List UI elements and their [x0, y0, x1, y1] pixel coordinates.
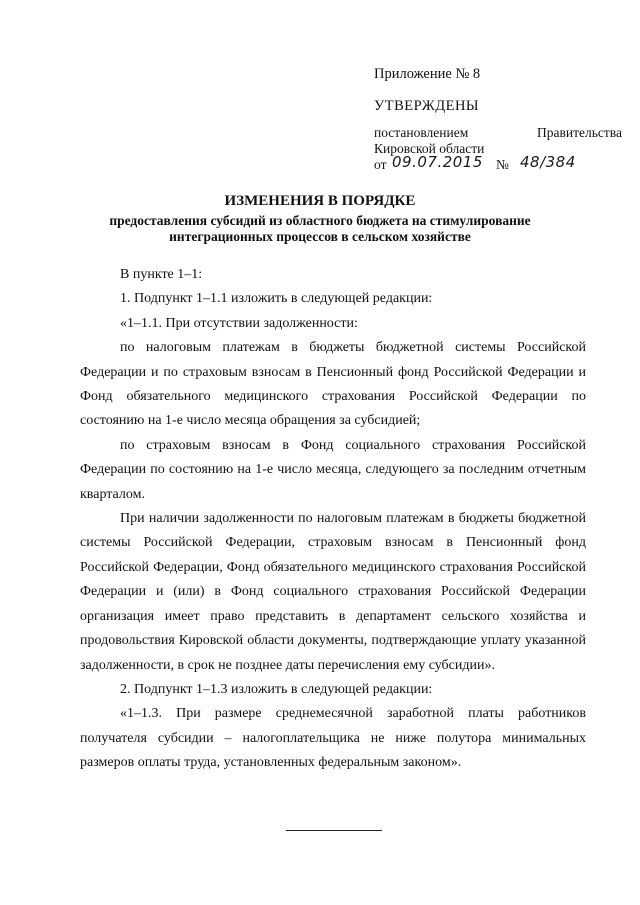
date-prefix: от — [374, 157, 387, 172]
resolution-line-1 — [374, 125, 622, 141]
resolution-word: постановлением — [374, 125, 469, 140]
region-name: Кировской области — [374, 141, 485, 156]
paragraph: 2. Подпункт 1–1.3 изложить в следующей редакции: — [120, 681, 433, 697]
government-word: Правительства — [537, 125, 622, 140]
appendix-label: Приложение № 8 — [374, 66, 481, 82]
paragraph: При наличии задолженности по налоговым платежам в бюджеты бюджетной системы Российской Федерации, страховым взносам в Пенсионный фонд Российской Федерации, Фонд обязательного медицинского страхования Российской Федерации и (или) в Фонд социального страхования Российской Федерации организация имеет право представить в департамент сельского хозяйства и продовольствия Кировской области документы, подтверждающие уплату указанной задолженности, в срок не позднее даты перечисления ему субсидии». — [80, 511, 586, 673]
paragraph: «1–1.1. При отсутствии задолженности: — [120, 315, 358, 331]
number-label: № — [496, 157, 509, 172]
document-title: ИЗМЕНЕНИЯ В ПОРЯДКЕ — [224, 193, 416, 209]
handwritten-date: 09.07.2015 — [392, 153, 483, 171]
paragraph: 1. Подпункт 1–1.1 изложить в следующей редакции: — [120, 291, 433, 307]
paragraph: по налоговым платежам в бюджеты бюджетной системы Российской Федерации и по страховым взносам в Пенсионный фонд Российской Федерации и Фонд обязательного медицинского страхования Российской Федерации по состоянию на 1-е число месяца обращения за субсидией; — [80, 340, 586, 429]
date-number-line — [374, 153, 622, 175]
resolution-block — [374, 125, 622, 175]
paragraph: по страховым взносам в Фонд социального страхования Российской Федерации по состоянию на 1-е число месяца, следующего за последним отчетным кварталом. — [80, 437, 586, 502]
approved-label: УТВЕРЖДЕНЫ — [374, 98, 480, 114]
document-subtitle-line-2: интеграционных процессов в сельском хозяйстве — [169, 229, 471, 244]
paragraph: В пункте 1–1: — [120, 267, 203, 282]
handwritten-number: 48/384 — [520, 153, 576, 171]
document-subtitle-line-1: предоставления субсидий из областного бюджета на стимулирование — [109, 213, 531, 228]
paragraph: «1–1.3. При размере среднемесячной заработной платы работников получателя субсидии – налогоплательщика не ниже полутора минимальных размеров оплаты труда, установленных федеральным законом». — [80, 706, 586, 771]
end-divider — [286, 830, 382, 831]
document-body — [80, 263, 586, 776]
